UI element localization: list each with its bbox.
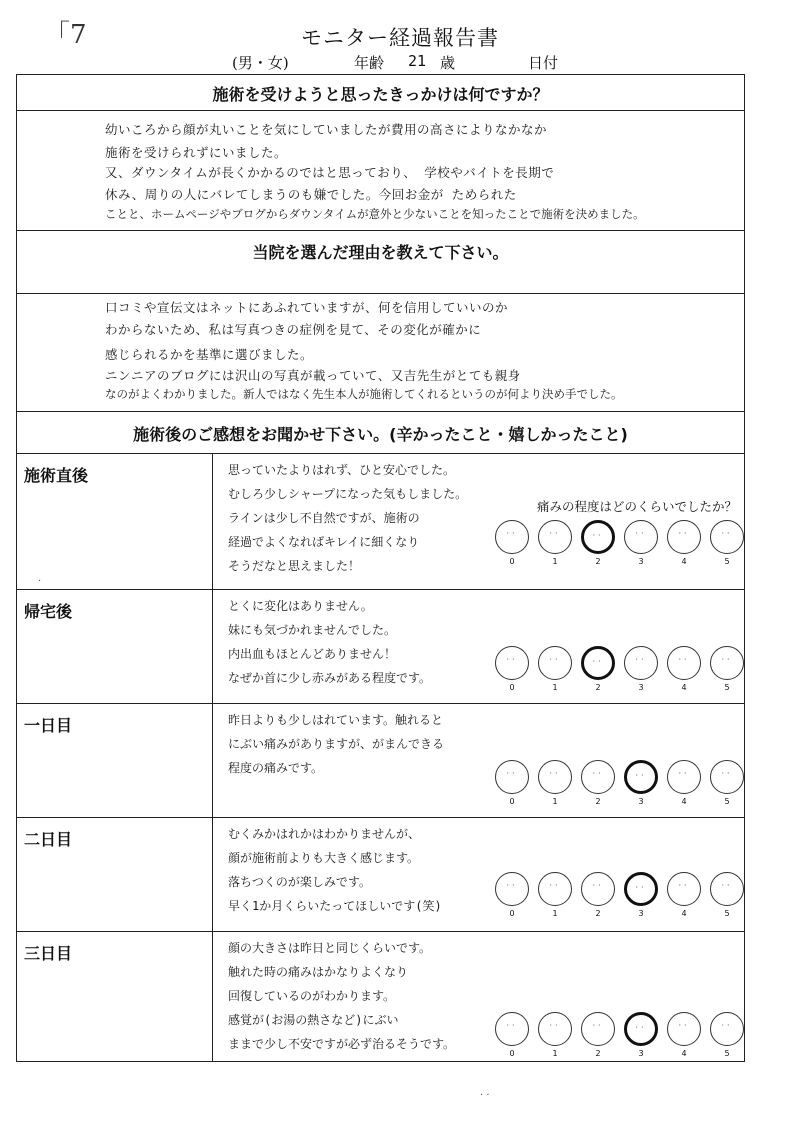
face-eyes-icon: ··: [721, 881, 733, 890]
row-comment-line: にぶい痛みがありますが、がまんできる: [228, 737, 445, 751]
scale-number: 3: [638, 1049, 644, 1058]
pain-face-icon: [495, 1012, 529, 1046]
speck: ·: [38, 576, 42, 587]
corner-handwritten-mark: 「7: [44, 20, 87, 50]
row-comment-line: むくみかはれかはわかりませんが、: [228, 827, 421, 841]
date-label: 日付: [528, 54, 559, 72]
face-eyes-icon: ··: [635, 771, 647, 780]
scale-number: 2: [595, 1049, 601, 1058]
pain-face-icon: [624, 1012, 658, 1046]
pain-face-icon: [667, 1012, 701, 1046]
scale-number: 4: [681, 797, 687, 806]
scale-number: 2: [595, 797, 601, 806]
pain-face-icon: [538, 520, 572, 554]
pain-face-icon: [495, 646, 529, 680]
row-divider: [16, 817, 745, 818]
row-comment-line: むしろ少しシャープになった気もしました。: [228, 487, 468, 501]
pain-face-icon: [710, 646, 744, 680]
scale-number: 0: [509, 683, 515, 692]
face-eyes-icon: ··: [549, 655, 561, 664]
face-eyes-icon: ··: [635, 1023, 647, 1032]
face-eyes-icon: ··: [635, 883, 647, 892]
scale-number: 5: [724, 909, 730, 918]
pain-face-icon: [581, 872, 615, 906]
scale-number: 3: [638, 557, 644, 566]
face-eyes-icon: ··: [506, 881, 518, 890]
face-eyes-icon: ··: [549, 1021, 561, 1030]
pain-face-icon: [581, 646, 615, 680]
q1-answer-line: 幼いころから顔が丸いことを気にしていましたが費用の高さによりなかなか: [105, 122, 548, 137]
pain-face-icon: [710, 1012, 744, 1046]
row-comment-line: そうだなと思えました！: [228, 559, 361, 573]
face-eyes-icon: ··: [592, 1021, 604, 1030]
age-label: 年齢: [354, 54, 385, 72]
row-comment-line: 早く1か月くらいたってほしいです(笑): [228, 899, 442, 913]
scale-number: 0: [509, 797, 515, 806]
scale-number: 2: [595, 683, 601, 692]
face-eyes-icon: ··: [592, 657, 604, 666]
face-eyes-icon: ··: [678, 881, 690, 890]
scale-number: 5: [724, 683, 730, 692]
row-comment-line: 妹にも気づかれませんでした。: [228, 623, 397, 637]
divider: [16, 411, 745, 412]
row-comment-line: とくに変化はありません。: [228, 599, 373, 613]
pain-face-icon: [624, 646, 658, 680]
face-eyes-icon: ··: [506, 1021, 518, 1030]
scale-number: 3: [638, 797, 644, 806]
gender-field: (男・女): [232, 54, 289, 72]
divider: [16, 110, 745, 111]
scale-number: 1: [552, 797, 558, 806]
face-eyes-icon: ··: [678, 1021, 690, 1030]
face-eyes-icon: ··: [549, 529, 561, 538]
pain-face-icon: [624, 760, 658, 794]
row-comment-line: 顔が施術前よりも大きく感じます。: [228, 851, 420, 865]
q1-answer-line: 休み、周りの人にバレてしまうのも嫌でした。今回お金が ためられた: [105, 187, 517, 202]
pain-scale-question: 痛みの程度はどのくらいでしたか？: [537, 499, 738, 514]
pain-face-icon: [710, 520, 744, 554]
scale-number: 2: [595, 909, 601, 918]
divider: [16, 293, 745, 294]
pain-face-icon: [538, 646, 572, 680]
row-label: 帰宅後: [24, 602, 73, 621]
row-divider: [16, 703, 745, 704]
scale-number: 3: [638, 909, 644, 918]
pain-face-icon: [538, 1012, 572, 1046]
scale-number: 4: [681, 909, 687, 918]
scale-number: 1: [552, 1049, 558, 1058]
row-comment-line: ラインは少し不自然ですが、施術の: [228, 511, 420, 525]
face-eyes-icon: ··: [678, 655, 690, 664]
face-eyes-icon: ··: [678, 769, 690, 778]
scale-number: 2: [595, 557, 601, 566]
pain-scale: [495, 646, 745, 702]
row-comment-line: 触れた時の痛みはかなりよくなり: [228, 965, 409, 979]
face-eyes-icon: ··: [635, 655, 647, 664]
face-eyes-icon: ··: [506, 655, 518, 664]
scale-number: 4: [681, 557, 687, 566]
pain-face-icon: [495, 872, 529, 906]
row-comment-line: なぜか首に少し赤みがある程度です。: [228, 671, 432, 685]
divider: [16, 230, 745, 231]
row-comment-line: 経過でよくなればキレイに細くなり: [228, 535, 420, 549]
row-label: 一日目: [24, 716, 73, 735]
pain-face-icon: [624, 872, 658, 906]
q2-answer-line: わからないため、私は写真つきの症例を見て、その変化が確かに: [105, 322, 482, 337]
q1-answer-line: ことと、ホームページやブログからダウンタイムが意外と少ないことを知ったことで施術を決めました。: [105, 207, 645, 221]
face-eyes-icon: ··: [678, 529, 690, 538]
row-comment-line: ままで少し不安ですが必ず治るそうです。: [228, 1037, 456, 1051]
pain-face-icon: [495, 760, 529, 794]
pain-scale: [495, 1012, 745, 1068]
row-comment-line: 顔の大きさは昨日と同じくらいです。: [228, 941, 432, 955]
pain-scale: [495, 520, 745, 576]
pain-face-icon: [624, 520, 658, 554]
page-title: モニター経過報告書: [301, 26, 499, 50]
face-eyes-icon: ··: [592, 881, 604, 890]
age-unit: 歳: [440, 54, 456, 72]
row-comment-line: 思っていたよりはれず、ひと安心でした。: [228, 463, 456, 477]
scale-number: 4: [681, 1049, 687, 1058]
q2-answer-line: なのがよくわかりました。新人ではなく先生本人が施術してくれるというのが何より決め手でした。: [105, 387, 623, 401]
scale-number: 5: [724, 1049, 730, 1058]
face-eyes-icon: ··: [721, 1021, 733, 1030]
q2-answer-line: ニンニアのブログには沢山の写真が載っていて、又吉先生がとても親身: [105, 368, 521, 383]
row-comment-line: 程度の痛みです。: [228, 761, 324, 775]
q2-answer-line: 感じられるかを基準に選びました。: [105, 347, 314, 362]
pain-scale: [495, 760, 745, 816]
scale-number: 1: [552, 557, 558, 566]
pain-face-icon: [667, 520, 701, 554]
face-eyes-icon: ··: [506, 769, 518, 778]
face-eyes-icon: ··: [721, 655, 733, 664]
face-eyes-icon: ··: [721, 769, 733, 778]
pain-face-icon: [667, 872, 701, 906]
divider: [16, 453, 745, 454]
scale-number: 0: [509, 909, 515, 918]
q1-answer-line: 又、ダウンタイムが長くかかるのではと思っており、 学校やバイトを長期で: [105, 165, 555, 180]
pain-face-icon: [495, 520, 529, 554]
row-comment-line: 内出血もほとんどありません！: [228, 647, 397, 661]
pain-face-icon: [581, 520, 615, 554]
pain-face-icon: [538, 760, 572, 794]
row-divider: [16, 931, 745, 932]
scale-number: 3: [638, 683, 644, 692]
scale-number: 5: [724, 797, 730, 806]
pain-face-icon: [710, 760, 744, 794]
speck: · ·: [480, 1090, 490, 1101]
scale-number: 0: [509, 557, 515, 566]
face-eyes-icon: ··: [549, 769, 561, 778]
scale-number: 4: [681, 683, 687, 692]
age-value: 21: [408, 52, 427, 70]
column-divider: [212, 453, 213, 1062]
face-eyes-icon: ··: [635, 529, 647, 538]
scale-number: 5: [724, 557, 730, 566]
row-comment-line: 昨日よりも少しはれています。触れると: [228, 713, 444, 727]
q3-heading: 施術後のご感想をお聞かせ下さい。(辛かったこと・嬉しかったこと): [133, 425, 628, 444]
row-label: 二日目: [24, 830, 73, 849]
pain-scale: [495, 872, 745, 928]
row-label: 三日目: [24, 944, 73, 963]
scale-number: 1: [552, 909, 558, 918]
pain-face-icon: [667, 760, 701, 794]
row-comment-line: 落ちつくのが楽しみです。: [228, 875, 371, 889]
pain-face-icon: [710, 872, 744, 906]
pain-face-icon: [581, 1012, 615, 1046]
face-eyes-icon: ··: [549, 881, 561, 890]
row-comment-line: 感覚が(お湯の熱さなど)にぶい: [228, 1013, 399, 1027]
pain-face-icon: [581, 760, 615, 794]
q1-heading: 施術を受けようと思ったきっかけは何ですか？: [212, 85, 549, 104]
q2-heading: 当院を選んだ理由を教えて下さい。: [252, 243, 509, 262]
row-divider: [16, 589, 745, 590]
q1-answer-line: 施術を受けられずにいました。: [105, 145, 288, 160]
q2-answer-line: 口コミや宣伝文はネットにあふれていますが、何を信用していいのか: [105, 300, 509, 315]
pain-face-icon: [667, 646, 701, 680]
face-eyes-icon: ··: [592, 531, 604, 540]
row-comment-line: 回復しているのがわかります。: [228, 989, 396, 1003]
face-eyes-icon: ··: [506, 529, 518, 538]
scale-number: 1: [552, 683, 558, 692]
row-label: 施術直後: [24, 466, 89, 485]
face-eyes-icon: ··: [721, 529, 733, 538]
face-eyes-icon: ··: [592, 769, 604, 778]
scale-number: 0: [509, 1049, 515, 1058]
pain-face-icon: [538, 872, 572, 906]
